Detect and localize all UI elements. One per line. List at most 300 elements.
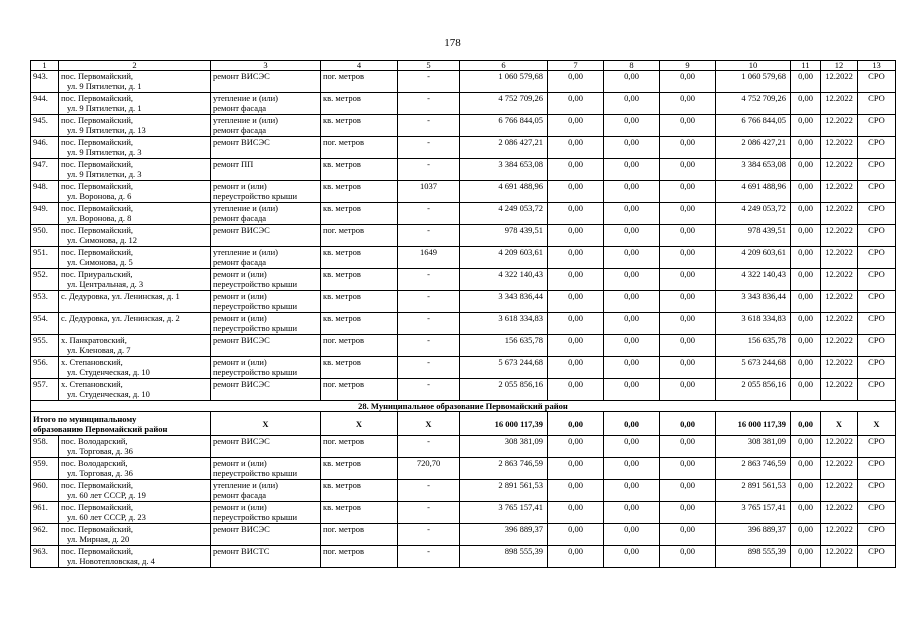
- value-cell-11: 0,00: [791, 524, 821, 546]
- unit-cell: кв. метров: [321, 93, 398, 115]
- address-cell: [59, 502, 211, 524]
- work-type-line-2: ремонт фасада: [213, 490, 267, 500]
- value-cell-11: 0,00: [791, 93, 821, 115]
- deadline-cell: 12.2022: [821, 379, 858, 401]
- value-cell-9: 0,00: [660, 502, 716, 524]
- total-cost-cell: 3 618 334,83: [716, 313, 791, 335]
- total-c8: 0,00: [604, 412, 660, 436]
- deadline-cell: 12.2022: [821, 524, 858, 546]
- total-cost-cell: 4 691 488,96: [716, 181, 791, 203]
- works-table: [30, 60, 896, 568]
- contractor-cell: СРО: [858, 181, 896, 203]
- table-row: [31, 93, 896, 115]
- deadline-cell: 12.2022: [821, 357, 858, 379]
- value-cell-11: 0,00: [791, 546, 821, 568]
- value-cell-7: 0,00: [548, 93, 604, 115]
- value-cell-7: 0,00: [548, 159, 604, 181]
- column-number-1: 1: [31, 61, 59, 71]
- value-cell-9: 0,00: [660, 480, 716, 502]
- row-number: 950.: [31, 225, 59, 247]
- address-line-1: с. Дедуровка, ул. Ленинская, д. 2: [61, 313, 180, 323]
- value-cell-8: 0,00: [604, 480, 660, 502]
- value-cell-8: 0,00: [604, 225, 660, 247]
- column-number-12: 12: [821, 61, 858, 71]
- table-row: [31, 115, 896, 137]
- quantity-cell: -: [398, 524, 460, 546]
- total-sum: 16 000 117,39: [716, 412, 791, 436]
- unit-cell: пог. метров: [321, 546, 398, 568]
- quantity-cell: -: [398, 502, 460, 524]
- value-cell-8: 0,00: [604, 181, 660, 203]
- value-cell-9: 0,00: [660, 458, 716, 480]
- contractor-cell: СРО: [858, 247, 896, 269]
- contractor-cell: СРО: [858, 458, 896, 480]
- total-cost-cell: 1 060 579,68: [716, 71, 791, 93]
- work-type-cell: [211, 181, 321, 203]
- quantity-cell: -: [398, 137, 460, 159]
- deadline-cell: 12.2022: [821, 458, 858, 480]
- address-cell: [59, 546, 211, 568]
- address-line-2: ул. 9 Пятилетки, д. 13: [67, 125, 146, 135]
- work-type-line-1: ремонт ВИСЭС: [213, 436, 270, 446]
- contractor-cell: СРО: [858, 436, 896, 458]
- cost-cell: 3 343 836,44: [460, 291, 548, 313]
- cost-cell: 3 618 334,83: [460, 313, 548, 335]
- value-cell-7: 0,00: [548, 137, 604, 159]
- row-number: 954.: [31, 313, 59, 335]
- total-cost-cell: 308 381,09: [716, 436, 791, 458]
- address-cell: [59, 159, 211, 181]
- value-cell-7: 0,00: [548, 203, 604, 225]
- work-type-cell: [211, 502, 321, 524]
- total-cost-cell: 156 635,78: [716, 335, 791, 357]
- value-cell-7: 0,00: [548, 247, 604, 269]
- column-number-9: 9: [660, 61, 716, 71]
- unit-cell: кв. метров: [321, 269, 398, 291]
- value-cell-7: 0,00: [548, 335, 604, 357]
- unit-cell: пог. метров: [321, 71, 398, 93]
- deadline-cell: 12.2022: [821, 115, 858, 137]
- value-cell-8: 0,00: [604, 203, 660, 225]
- contractor-cell: СРО: [858, 225, 896, 247]
- deadline-cell: 12.2022: [821, 93, 858, 115]
- work-type-cell: [211, 379, 321, 401]
- value-cell-11: 0,00: [791, 247, 821, 269]
- work-type-line-2: переустройство крыши: [213, 323, 298, 333]
- value-cell-9: 0,00: [660, 379, 716, 401]
- deadline-cell: 12.2022: [821, 502, 858, 524]
- contractor-cell: СРО: [858, 269, 896, 291]
- quantity-cell: 720,70: [398, 458, 460, 480]
- value-cell-8: 0,00: [604, 291, 660, 313]
- value-cell-7: 0,00: [548, 502, 604, 524]
- row-number: 943.: [31, 71, 59, 93]
- quantity-cell: 1037: [398, 181, 460, 203]
- column-number-10: 10: [716, 61, 791, 71]
- quantity-cell: -: [398, 291, 460, 313]
- value-cell-7: 0,00: [548, 379, 604, 401]
- unit-cell: кв. метров: [321, 313, 398, 335]
- work-type-cell: [211, 203, 321, 225]
- address-line-1: пос. Первомайский,: [61, 225, 134, 235]
- address-cell: [59, 291, 211, 313]
- deadline-cell: 12.2022: [821, 313, 858, 335]
- value-cell-9: 0,00: [660, 524, 716, 546]
- value-cell-8: 0,00: [604, 524, 660, 546]
- contractor-cell: СРО: [858, 335, 896, 357]
- deadline-cell: 12.2022: [821, 71, 858, 93]
- table-row: [31, 313, 896, 335]
- work-type-line-1: утепление и (или): [213, 247, 278, 257]
- address-line-2: ул. Торговая, д. 36: [67, 468, 133, 478]
- total-c4: X: [321, 412, 398, 436]
- address-line-1: пос. Володарский,: [61, 436, 128, 446]
- contractor-cell: СРО: [858, 115, 896, 137]
- value-cell-9: 0,00: [660, 159, 716, 181]
- contractor-cell: СРО: [858, 203, 896, 225]
- value-cell-11: 0,00: [791, 379, 821, 401]
- quantity-cell: -: [398, 480, 460, 502]
- value-cell-8: 0,00: [604, 502, 660, 524]
- value-cell-7: 0,00: [548, 71, 604, 93]
- address-line-1: пос. Володарский,: [61, 458, 128, 468]
- address-line-1: пос. Первомайский,: [61, 480, 134, 490]
- total-cost-cell: 2 863 746,59: [716, 458, 791, 480]
- value-cell-8: 0,00: [604, 159, 660, 181]
- quantity-cell: -: [398, 436, 460, 458]
- row-number: 958.: [31, 436, 59, 458]
- total-c13: X: [858, 412, 896, 436]
- row-number: 955.: [31, 335, 59, 357]
- row-number: 959.: [31, 458, 59, 480]
- quantity-cell: -: [398, 159, 460, 181]
- address-line-1: пос. Первомайский,: [61, 93, 134, 103]
- value-cell-9: 0,00: [660, 247, 716, 269]
- unit-cell: кв. метров: [321, 357, 398, 379]
- value-cell-11: 0,00: [791, 502, 821, 524]
- table-row: [31, 181, 896, 203]
- address-cell: [59, 181, 211, 203]
- contractor-cell: СРО: [858, 379, 896, 401]
- cost-cell: 2 863 746,59: [460, 458, 548, 480]
- work-type-line-1: ремонт и (или): [213, 357, 267, 367]
- table-row: [31, 335, 896, 357]
- deadline-cell: 12.2022: [821, 480, 858, 502]
- contractor-cell: СРО: [858, 546, 896, 568]
- value-cell-7: 0,00: [548, 313, 604, 335]
- address-line-2: ул. Воронова, д. 8: [67, 213, 132, 223]
- value-cell-8: 0,00: [604, 436, 660, 458]
- unit-cell: кв. метров: [321, 247, 398, 269]
- work-type-cell: [211, 247, 321, 269]
- work-type-cell: [211, 269, 321, 291]
- work-type-line-1: ремонт ПП: [213, 159, 254, 169]
- value-cell-11: 0,00: [791, 357, 821, 379]
- address-line-2: ул. 9 Пятилетки, д. 3: [67, 147, 142, 157]
- value-cell-7: 0,00: [548, 480, 604, 502]
- address-line-1: пос. Первомайский,: [61, 203, 134, 213]
- value-cell-9: 0,00: [660, 269, 716, 291]
- value-cell-8: 0,00: [604, 313, 660, 335]
- cost-cell: 2 086 427,21: [460, 137, 548, 159]
- address-cell: [59, 269, 211, 291]
- work-type-line-1: ремонт и (или): [213, 458, 267, 468]
- total-cost-cell: 4 209 603,61: [716, 247, 791, 269]
- contractor-cell: СРО: [858, 357, 896, 379]
- work-type-cell: [211, 159, 321, 181]
- address-line-1: х. Степановский,: [61, 357, 123, 367]
- deadline-cell: 12.2022: [821, 335, 858, 357]
- address-line-1: пос. Приуральский,: [61, 269, 133, 279]
- total-cost-cell: 2 055 856,16: [716, 379, 791, 401]
- table-row: [31, 159, 896, 181]
- address-cell: [59, 524, 211, 546]
- value-cell-8: 0,00: [604, 93, 660, 115]
- cost-cell: 978 439,51: [460, 225, 548, 247]
- cost-cell: 4 752 709,26: [460, 93, 548, 115]
- address-cell: [59, 71, 211, 93]
- quantity-cell: -: [398, 379, 460, 401]
- row-number: 951.: [31, 247, 59, 269]
- address-line-2: ул. 60 лет СССР, д. 23: [67, 512, 146, 522]
- row-number: 956.: [31, 357, 59, 379]
- total-cost-cell: 6 766 844,05: [716, 115, 791, 137]
- value-cell-11: 0,00: [791, 335, 821, 357]
- unit-cell: кв. метров: [321, 480, 398, 502]
- address-cell: [59, 115, 211, 137]
- contractor-cell: СРО: [858, 502, 896, 524]
- work-type-cell: [211, 458, 321, 480]
- value-cell-11: 0,00: [791, 137, 821, 159]
- address-line-2: ул. Мирная, д. 20: [67, 534, 130, 544]
- value-cell-8: 0,00: [604, 335, 660, 357]
- total-cost-cell: 4 752 709,26: [716, 93, 791, 115]
- work-type-line-1: ремонт ВИСЭС: [213, 71, 270, 81]
- cost-cell: 4 691 488,96: [460, 181, 548, 203]
- value-cell-8: 0,00: [604, 269, 660, 291]
- table-row: [31, 436, 896, 458]
- deadline-cell: 12.2022: [821, 247, 858, 269]
- row-number: 944.: [31, 93, 59, 115]
- deadline-cell: 12.2022: [821, 546, 858, 568]
- table-row: [31, 379, 896, 401]
- row-number: 948.: [31, 181, 59, 203]
- unit-cell: кв. метров: [321, 458, 398, 480]
- deadline-cell: 12.2022: [821, 181, 858, 203]
- column-number-2: 2: [59, 61, 211, 71]
- value-cell-11: 0,00: [791, 269, 821, 291]
- work-type-line-2: ремонт фасада: [213, 257, 267, 267]
- address-line-1: пос. Первомайский,: [61, 524, 134, 534]
- work-type-cell: [211, 93, 321, 115]
- unit-cell: пог. метров: [321, 379, 398, 401]
- row-number: 961.: [31, 502, 59, 524]
- work-type-line-2: переустройство крыши: [213, 279, 298, 289]
- address-line-1: с. Дедуровка, ул. Ленинская, д. 1: [61, 291, 180, 301]
- row-number: 953.: [31, 291, 59, 313]
- total-label-line-2: образованию Первомайский район: [33, 423, 168, 434]
- value-cell-11: 0,00: [791, 458, 821, 480]
- address-line-1: пос. Первомайский,: [61, 546, 134, 556]
- value-cell-8: 0,00: [604, 71, 660, 93]
- value-cell-7: 0,00: [548, 357, 604, 379]
- value-cell-9: 0,00: [660, 137, 716, 159]
- row-number: 957.: [31, 379, 59, 401]
- value-cell-7: 0,00: [548, 546, 604, 568]
- cost-cell: 2 891 561,53: [460, 480, 548, 502]
- work-type-cell: [211, 480, 321, 502]
- cost-cell: 3 384 653,08: [460, 159, 548, 181]
- table-row: [31, 225, 896, 247]
- work-type-line-1: ремонт ВИСТС: [213, 546, 270, 556]
- value-cell-8: 0,00: [604, 247, 660, 269]
- value-cell-11: 0,00: [791, 291, 821, 313]
- cost-cell: 6 766 844,05: [460, 115, 548, 137]
- value-cell-9: 0,00: [660, 115, 716, 137]
- work-type-line-1: утепление и (или): [213, 480, 278, 490]
- unit-cell: пог. метров: [321, 225, 398, 247]
- work-type-line-1: ремонт ВИСЭС: [213, 335, 270, 345]
- value-cell-9: 0,00: [660, 203, 716, 225]
- address-cell: [59, 436, 211, 458]
- address-line-1: пос. Первомайский,: [61, 115, 134, 125]
- table-row: [31, 458, 896, 480]
- quantity-cell: -: [398, 115, 460, 137]
- value-cell-11: 0,00: [791, 480, 821, 502]
- work-type-line-2: ремонт фасада: [213, 125, 267, 135]
- address-line-2: ул. Симонова, д. 12: [67, 235, 138, 245]
- row-number: 949.: [31, 203, 59, 225]
- cost-cell: 898 555,39: [460, 546, 548, 568]
- address-cell: [59, 357, 211, 379]
- total-cost-cell: 978 439,51: [716, 225, 791, 247]
- table-row: [31, 546, 896, 568]
- value-cell-9: 0,00: [660, 291, 716, 313]
- contractor-cell: СРО: [858, 524, 896, 546]
- total-label-line-1: Итого по муниципальному: [33, 413, 137, 424]
- unit-cell: кв. метров: [321, 159, 398, 181]
- unit-cell: кв. метров: [321, 181, 398, 203]
- deadline-cell: 12.2022: [821, 159, 858, 181]
- unit-cell: пог. метров: [321, 524, 398, 546]
- unit-cell: кв. метров: [321, 291, 398, 313]
- table-row: [31, 291, 896, 313]
- total-c7: 0,00: [548, 412, 604, 436]
- value-cell-9: 0,00: [660, 225, 716, 247]
- total-cost-cell: 4 322 140,43: [716, 269, 791, 291]
- address-line-2: ул. 9 Пятилетки, д. 1: [67, 103, 142, 113]
- deadline-cell: 12.2022: [821, 291, 858, 313]
- work-type-line-1: ремонт ВИСЭС: [213, 137, 270, 147]
- value-cell-9: 0,00: [660, 71, 716, 93]
- total-c3: X: [211, 412, 321, 436]
- work-type-line-1: ремонт и (или): [213, 269, 267, 279]
- quantity-cell: -: [398, 225, 460, 247]
- value-cell-9: 0,00: [660, 181, 716, 203]
- cost-cell: 4 322 140,43: [460, 269, 548, 291]
- address-line-2: ул. Симонова, д. 5: [67, 257, 133, 267]
- work-type-line-1: утепление и (или): [213, 203, 278, 213]
- address-line-1: пос. Первомайский,: [61, 502, 134, 512]
- deadline-cell: 12.2022: [821, 203, 858, 225]
- total-cost-cell: 2 086 427,21: [716, 137, 791, 159]
- total-cost-cell: 4 249 053,72: [716, 203, 791, 225]
- cost-cell: 3 765 157,41: [460, 502, 548, 524]
- address-cell: [59, 313, 211, 335]
- quantity-cell: -: [398, 203, 460, 225]
- cost-cell: 5 673 244,68: [460, 357, 548, 379]
- unit-cell: пог. метров: [321, 436, 398, 458]
- value-cell-11: 0,00: [791, 181, 821, 203]
- total-label: [31, 412, 211, 436]
- row-number: 960.: [31, 480, 59, 502]
- total-row: [31, 412, 896, 436]
- row-number: 945.: [31, 115, 59, 137]
- work-type-cell: [211, 546, 321, 568]
- value-cell-8: 0,00: [604, 357, 660, 379]
- value-cell-7: 0,00: [548, 269, 604, 291]
- column-number-13: 13: [858, 61, 896, 71]
- address-cell: [59, 203, 211, 225]
- deadline-cell: 12.2022: [821, 137, 858, 159]
- contractor-cell: СРО: [858, 137, 896, 159]
- column-number-7: 7: [548, 61, 604, 71]
- address-cell: [59, 335, 211, 357]
- unit-cell: кв. метров: [321, 203, 398, 225]
- quantity-cell: -: [398, 71, 460, 93]
- value-cell-11: 0,00: [791, 225, 821, 247]
- column-number-4: 4: [321, 61, 398, 71]
- value-cell-9: 0,00: [660, 93, 716, 115]
- work-type-cell: [211, 137, 321, 159]
- section-title: 28. Муниципальное образование Первомайский район: [31, 401, 896, 412]
- quantity-cell: -: [398, 313, 460, 335]
- address-line-1: пос. Первомайский,: [61, 181, 134, 191]
- deadline-cell: 12.2022: [821, 225, 858, 247]
- total-cost-cell: 3 343 836,44: [716, 291, 791, 313]
- total-cost-cell: 3 765 157,41: [716, 502, 791, 524]
- value-cell-9: 0,00: [660, 546, 716, 568]
- value-cell-8: 0,00: [604, 115, 660, 137]
- work-type-cell: [211, 524, 321, 546]
- column-number-5: 5: [398, 61, 460, 71]
- value-cell-11: 0,00: [791, 436, 821, 458]
- address-line-1: пос. Первомайский,: [61, 159, 134, 169]
- address-line-1: пос. Первомайский,: [61, 137, 134, 147]
- work-type-line-1: ремонт и (или): [213, 291, 267, 301]
- unit-cell: пог. метров: [321, 137, 398, 159]
- value-cell-11: 0,00: [791, 115, 821, 137]
- work-type-line-1: ремонт ВИСЭС: [213, 524, 270, 534]
- deadline-cell: 12.2022: [821, 436, 858, 458]
- total-cost-cell: 3 384 653,08: [716, 159, 791, 181]
- work-type-line-2: ремонт фасада: [213, 213, 267, 223]
- total-cost-cell: 898 555,39: [716, 546, 791, 568]
- value-cell-7: 0,00: [548, 436, 604, 458]
- address-line-1: пос. Первомайский,: [61, 71, 134, 81]
- value-cell-9: 0,00: [660, 357, 716, 379]
- column-number-3: 3: [211, 61, 321, 71]
- contractor-cell: СРО: [858, 480, 896, 502]
- value-cell-7: 0,00: [548, 225, 604, 247]
- unit-cell: кв. метров: [321, 502, 398, 524]
- table-row: [31, 269, 896, 291]
- work-type-cell: [211, 436, 321, 458]
- cost-cell: 4 249 053,72: [460, 203, 548, 225]
- work-type-line-2: переустройство крыши: [213, 468, 298, 478]
- address-cell: [59, 480, 211, 502]
- table-row: [31, 357, 896, 379]
